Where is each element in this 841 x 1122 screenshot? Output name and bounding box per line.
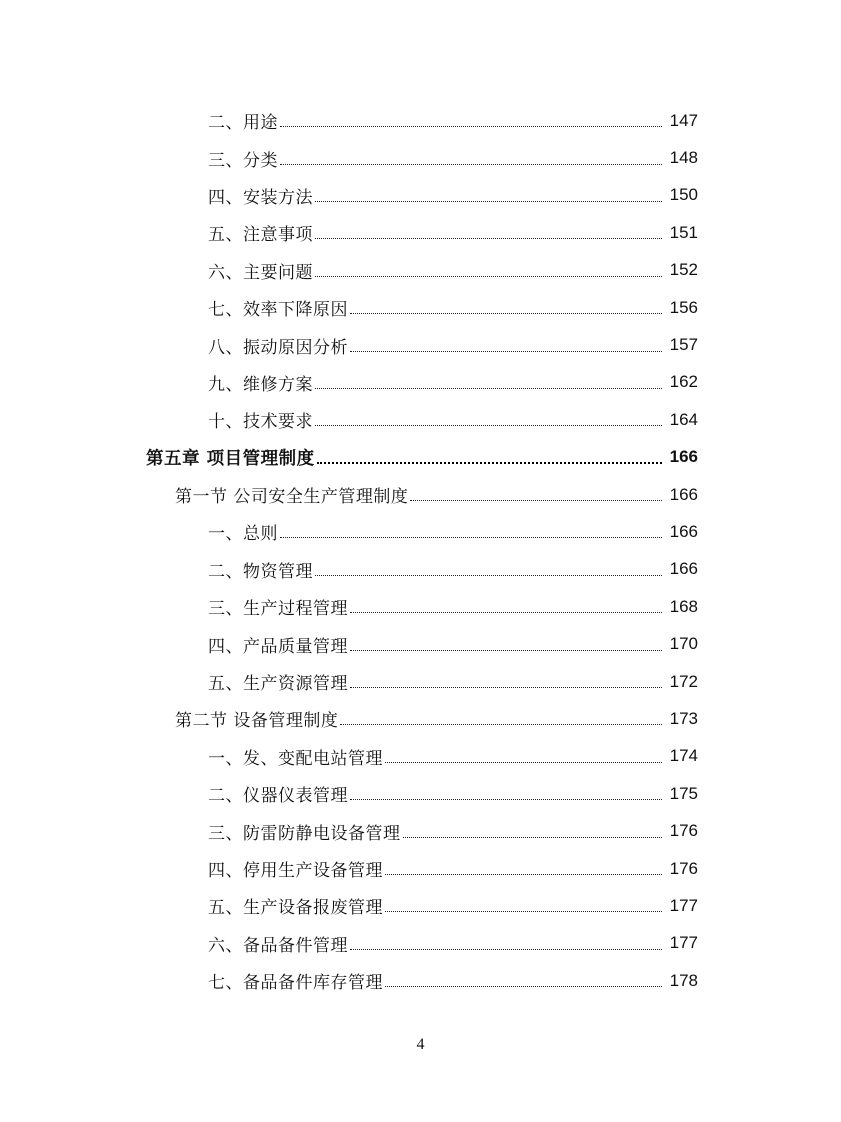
toc-entry-label: 二、用途 [208,113,278,134]
dot-leader [280,164,662,165]
dot-leader [350,687,662,688]
toc-entry-label: 四、停用生产设备管理 [208,861,383,881]
dot-leader [317,462,662,464]
toc-entry[interactable] [0,738,841,775]
toc-entry-page: 156 [669,297,698,317]
toc-entry-page: 176 [669,821,698,841]
toc-entry[interactable] [0,663,841,700]
toc-chapter-label: 第五章 项目管理制度 [146,448,315,469]
toc-section-entry[interactable] [0,476,841,513]
toc-entry-label: 二、物资管理 [208,561,313,582]
dot-leader [350,949,662,950]
dot-leader [385,874,662,875]
toc-entry-label: 一、总则 [208,524,278,545]
toc-entry-page: 175 [669,783,698,803]
toc-entry-label: 七、效率下降原因 [208,300,348,321]
toc-entry-page: 176 [669,858,698,878]
dot-leader [315,238,662,239]
toc-entry-page: 177 [669,895,698,915]
toc-entry-page: 177 [669,933,698,953]
toc-entry-page: 170 [669,634,698,654]
toc-entry-label: 七、备品备件库存管理 [208,973,383,994]
dot-leader [340,724,662,725]
toc-entry[interactable] [0,925,841,962]
dot-leader [315,575,662,576]
toc-entry[interactable] [0,850,841,887]
toc-entry-label: 六、备品备件管理 [208,935,348,956]
table-of-contents [0,102,841,999]
toc-entry-page: 172 [669,671,698,691]
toc-entry-label: 八、振动原因分析 [208,337,348,358]
dot-leader [350,351,662,352]
toc-entry[interactable] [0,177,841,214]
toc-entry-page: 166 [669,521,698,541]
toc-entry-label: 三、防雷防静电设备管理 [208,823,401,844]
toc-entry-page: 147 [669,110,698,130]
toc-section-label: 第二节 设备管理制度 [175,711,339,732]
toc-entry-page: 150 [669,185,698,205]
toc-entry-page: 166 [669,559,698,579]
dot-leader [280,537,662,538]
toc-entry-page: 148 [669,148,698,168]
dot-leader [315,276,662,277]
toc-entry-label: 三、生产过程管理 [208,599,348,620]
toc-section-label: 第一节 公司安全生产管理制度 [175,487,409,508]
dot-leader [350,799,662,800]
toc-entry-page: 178 [669,970,698,990]
toc-entry-label: 四、产品质量管理 [208,636,348,657]
toc-entry[interactable] [0,139,841,176]
dot-leader [315,201,662,202]
toc-entry-page: 151 [669,222,698,242]
toc-entry[interactable] [0,102,841,139]
toc-entry[interactable] [0,551,841,588]
page-number: 4 [416,1036,425,1053]
dot-leader [410,500,662,501]
toc-entry[interactable] [0,326,841,363]
toc-entry[interactable] [0,513,841,550]
toc-chapter-page: 166 [669,447,698,467]
toc-entry-page: 164 [669,409,698,429]
toc-entry[interactable] [0,252,841,289]
toc-entry-label: 五、注意事项 [208,225,313,246]
toc-section-page: 173 [669,708,698,728]
dot-leader [315,388,662,389]
toc-entry-label: 五、生产设备报废管理 [208,898,383,919]
toc-section-entry[interactable] [0,700,841,737]
toc-entry[interactable] [0,775,841,812]
toc-entry[interactable] [0,887,841,924]
dot-leader [403,837,663,838]
toc-entry[interactable] [0,625,841,662]
toc-entry-label: 十、技术要求 [208,412,313,433]
toc-entry-page: 168 [669,596,698,616]
toc-entry[interactable] [0,214,841,251]
toc-entry-label: 一、发、变配电站管理 [208,748,383,769]
toc-entry-page: 152 [669,260,698,280]
toc-entry[interactable] [0,962,841,999]
toc-entry-page: 157 [669,335,698,355]
toc-entry-page: 174 [669,746,698,766]
dot-leader [385,762,662,763]
toc-entry[interactable] [0,289,841,326]
toc-chapter-entry[interactable] [0,439,841,476]
dot-leader [385,986,662,987]
dot-leader [350,650,662,651]
toc-entry-label: 六、主要问题 [208,262,313,283]
toc-entry-label: 二、仪器仪表管理 [208,786,348,807]
dot-leader [385,911,662,912]
toc-entry[interactable] [0,588,841,625]
dot-leader [350,612,662,613]
dot-leader [315,425,662,426]
toc-entry-label: 四、安装方法 [208,187,313,208]
toc-entry[interactable] [0,401,841,438]
toc-entry-label: 五、生产资源管理 [208,674,348,695]
toc-entry[interactable] [0,364,841,401]
toc-entry-label: 三、分类 [208,150,278,171]
toc-entry-page: 162 [669,372,698,392]
dot-leader [350,313,662,314]
toc-section-page: 166 [669,484,698,504]
toc-entry-label: 九、维修方案 [208,374,313,395]
dot-leader [280,126,662,127]
toc-entry[interactable] [0,812,841,849]
